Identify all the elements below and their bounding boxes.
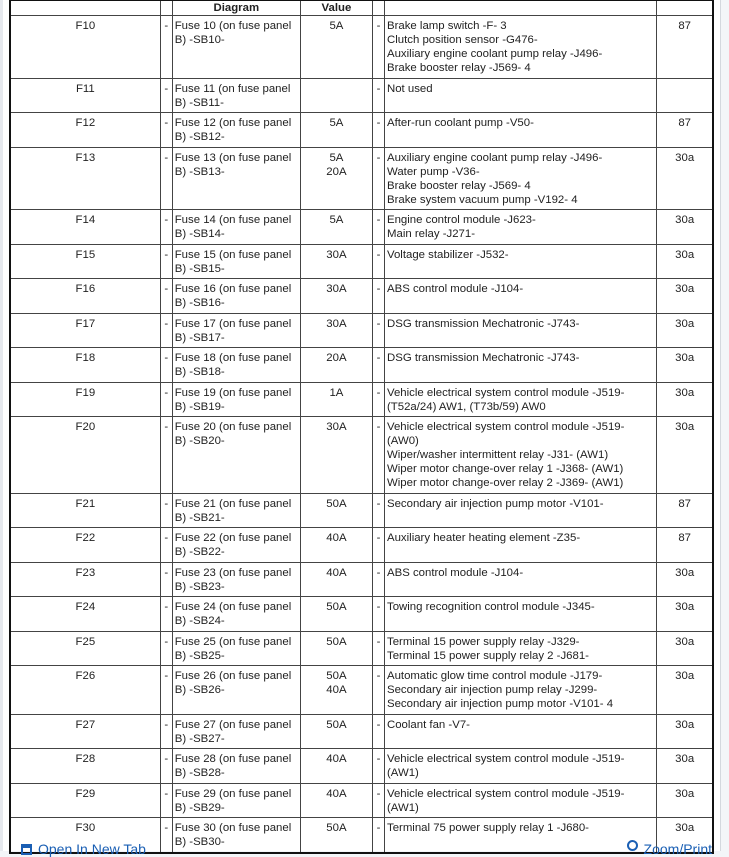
components-cell-line: Engine control module -J623- <box>387 214 536 226</box>
fuse-number-cell: F13 <box>10 147 160 210</box>
dash-cell: - <box>160 597 172 632</box>
components-cell-line: Towing recognition control module -J345- <box>387 601 595 613</box>
components-cell <box>385 279 657 314</box>
fuse-number-cell: F27 <box>10 714 160 749</box>
components-cell <box>385 714 657 749</box>
dash-cell: - <box>160 16 172 79</box>
diagram-cell <box>172 783 300 818</box>
components-cell-line: Clutch position sensor -G476- <box>387 34 538 46</box>
value-cell <box>300 714 372 749</box>
dash-cell: - <box>160 279 172 314</box>
diagram-cell-line: Fuse 29 (on fuse panel <box>174 787 292 800</box>
dash-cell: - <box>160 348 172 383</box>
components-cell-line: DSG transmission Mechatronic -J743- <box>387 352 580 364</box>
diagram-cell-line: B) -SB24- <box>174 615 225 627</box>
dash-cell: - <box>160 78 172 113</box>
value-cell <box>300 631 372 666</box>
terminal-cell: 30a <box>657 666 713 715</box>
fuse-number-cell: F12 <box>10 113 160 148</box>
diagram-cell-line: Fuse 19 (on fuse panel <box>174 386 292 399</box>
components-cell-line: Vehicle electrical system control module -J519- <box>387 787 625 800</box>
components-cell-line: (AW0) <box>387 435 419 447</box>
components-cell <box>385 631 657 666</box>
table-row <box>10 783 713 818</box>
dash-cell: - <box>372 313 384 348</box>
table-row <box>10 313 713 348</box>
dash-cell: - <box>372 783 384 818</box>
open-in-new-tab-link[interactable] <box>21 841 146 857</box>
components-cell <box>385 783 657 818</box>
components-cell <box>385 382 657 417</box>
dash-cell: - <box>160 244 172 279</box>
value-cell-line: 20A <box>326 352 347 364</box>
components-cell <box>385 210 657 245</box>
value-cell-line: 5A <box>329 151 344 164</box>
terminal-cell: 30a <box>657 244 713 279</box>
open-in-new-tab-label: Open In New Tab <box>38 841 146 857</box>
value-cell-line: 40A <box>326 566 347 579</box>
diagram-cell-line: Fuse 11 (on fuse panel <box>174 82 291 95</box>
value-cell-line: 40A <box>326 684 347 696</box>
diagram-cell <box>172 631 300 666</box>
components-cell-line: Voltage stabilizer -J532- <box>387 248 509 261</box>
header-cell <box>385 0 657 16</box>
zoom-in-icon <box>627 840 638 851</box>
diagram-cell <box>172 714 300 749</box>
table-row <box>10 493 713 528</box>
diagram-cell-line: B) -SB11- <box>174 96 224 109</box>
components-cell-line: Main relay -J271- <box>387 228 475 240</box>
terminal-cell: 30a <box>657 714 713 749</box>
diagram-cell-line: Fuse 27 (on fuse panel <box>174 718 292 731</box>
value-cell-line: 40A <box>326 753 347 765</box>
terminal-cell: 30a <box>657 783 713 818</box>
components-cell <box>385 78 657 113</box>
table-row <box>10 78 713 113</box>
components-cell-line: Brake booster relay -J569- 4 <box>387 179 531 192</box>
diagram-cell <box>172 16 300 79</box>
terminal-cell <box>657 78 713 113</box>
terminal-cell: 30a <box>657 279 713 314</box>
diagram-cell-line: B) -SB27- <box>174 732 225 745</box>
window-icon <box>21 844 32 855</box>
fuse-number-cell: F18 <box>10 348 160 383</box>
terminal-cell: 87 <box>657 113 713 148</box>
fuse-number-cell: F14 <box>10 210 160 245</box>
terminal-cell: 30a <box>657 818 713 853</box>
value-cell <box>300 562 372 597</box>
components-cell-line: Secondary air injection pump motor -V101- <box>387 497 604 510</box>
zoom-print-label: Zoom/Print <box>643 841 712 857</box>
diagram-cell-line: B) -SB14- <box>174 228 225 240</box>
value-cell <box>300 147 372 210</box>
diagram-cell <box>172 113 300 148</box>
value-cell <box>300 493 372 528</box>
diagram-cell-line: B) -SB18- <box>174 366 225 378</box>
diagram-cell-line: B) -SB10- <box>174 34 225 46</box>
diagram-cell <box>172 417 300 494</box>
terminal-cell: 30a <box>657 417 713 494</box>
fuse-number-cell: F30 <box>10 818 160 853</box>
diagram-cell <box>172 348 300 383</box>
diagram-cell-line: B) -SB28- <box>174 767 225 779</box>
components-cell-line: Vehicle electrical system control module -J519- <box>387 753 625 765</box>
fuse-number-cell: F29 <box>10 783 160 818</box>
components-cell-line: Terminal 15 power supply relay -J329- <box>387 635 580 648</box>
components-cell <box>385 562 657 597</box>
fuse-number-cell: F11 <box>10 78 160 113</box>
header-cell-value: Value <box>300 0 372 16</box>
diagram-cell-line: Fuse 22 (on fuse panel <box>174 532 292 544</box>
diagram-cell-line: Fuse 30 (on fuse panel <box>174 822 292 834</box>
components-cell-line: Auxiliary engine coolant pump relay -J496- <box>387 48 603 60</box>
terminal-cell: 87 <box>657 16 713 79</box>
dash-cell: - <box>372 597 384 632</box>
terminal-cell: 30a <box>657 313 713 348</box>
dash-cell: - <box>160 493 172 528</box>
header-cell <box>10 0 160 16</box>
fuse-number-cell: F20 <box>10 417 160 494</box>
header-cell-diagram: Diagram <box>172 0 300 16</box>
value-cell-line: 50A <box>326 601 347 613</box>
diagram-cell-line: B) -SB25- <box>174 649 225 662</box>
diagram-cell-line: B) -SB30- <box>174 836 225 848</box>
components-cell-line: Auxiliary engine coolant pump relay -J496- <box>387 151 603 164</box>
diagram-cell <box>172 382 300 417</box>
terminal-cell: 87 <box>657 493 713 528</box>
value-cell-line: 50A <box>326 497 347 510</box>
terminal-cell: 30a <box>657 382 713 417</box>
table-row <box>10 279 713 314</box>
components-cell-line: (AW1) <box>387 767 419 779</box>
dash-cell: - <box>372 78 384 113</box>
table-row <box>10 210 713 245</box>
value-cell <box>300 597 372 632</box>
dash-cell: - <box>160 562 172 597</box>
components-cell-line: Wiper motor change-over relay 1 -J368- (AW1) <box>387 463 624 475</box>
fuse-table <box>9 0 714 854</box>
table-row <box>10 147 713 210</box>
diagram-cell-line: Fuse 23 (on fuse panel <box>174 566 292 579</box>
table-row <box>10 597 713 632</box>
value-cell <box>300 417 372 494</box>
components-cell <box>385 113 657 148</box>
dash-cell: - <box>372 279 384 314</box>
components-cell-line: Vehicle electrical system control module -J519- <box>387 386 625 399</box>
components-cell <box>385 666 657 715</box>
dash-cell: - <box>372 818 384 853</box>
value-cell <box>300 113 372 148</box>
header-cell <box>372 0 384 16</box>
diagram-cell-line: B) -SB12- <box>174 131 225 143</box>
components-cell <box>385 749 657 784</box>
value-cell <box>300 16 372 79</box>
components-cell-line: Secondary air injection pump motor -V101- 4 <box>387 698 614 710</box>
diagram-cell-line: Fuse 20 (on fuse panel <box>174 421 292 433</box>
diagram-cell-line: Fuse 18 (on fuse panel <box>174 352 292 364</box>
fuse-number-cell: F25 <box>10 631 160 666</box>
header-cell <box>657 0 713 16</box>
value-cell-line: 30A <box>326 283 347 295</box>
dash-cell: - <box>372 147 384 210</box>
value-cell <box>300 244 372 279</box>
diagram-cell <box>172 528 300 563</box>
diagram-cell-line: B) -SB15- <box>174 262 225 275</box>
value-cell-line: 30A <box>326 421 347 433</box>
table-row <box>10 562 713 597</box>
zoom-print-link[interactable] <box>627 841 712 857</box>
fuse-number-cell: F21 <box>10 493 160 528</box>
value-cell <box>300 528 372 563</box>
fuse-number-cell: F23 <box>10 562 160 597</box>
fuse-number-cell: F19 <box>10 382 160 417</box>
value-cell <box>300 382 372 417</box>
value-cell <box>300 279 372 314</box>
components-cell-line: Terminal 15 power supply relay 2 -J681- <box>387 649 589 662</box>
components-cell <box>385 493 657 528</box>
components-cell-line: DSG transmission Mechatronic -J743- <box>387 317 580 330</box>
diagram-cell <box>172 78 300 113</box>
value-cell <box>300 749 372 784</box>
diagram-cell-line: B) -SB16- <box>174 297 225 309</box>
dash-cell: - <box>372 666 384 715</box>
diagram-cell-line: Fuse 13 (on fuse panel <box>174 151 292 164</box>
diagram-cell <box>172 147 300 210</box>
diagram-cell-line: Fuse 15 (on fuse panel <box>174 248 292 261</box>
components-cell-line: ABS control module -J104- <box>387 283 524 295</box>
table-row <box>10 348 713 383</box>
terminal-cell: 87 <box>657 528 713 563</box>
terminal-cell: 30a <box>657 562 713 597</box>
dash-cell: - <box>160 313 172 348</box>
components-cell-line: Brake lamp switch -F- 3 <box>387 20 507 32</box>
value-cell-line: 50A <box>326 670 347 682</box>
fuse-number-cell: F28 <box>10 749 160 784</box>
diagram-cell <box>172 749 300 784</box>
table-row <box>10 244 713 279</box>
dash-cell: - <box>160 417 172 494</box>
value-cell-line: 30A <box>326 248 347 261</box>
diagram-cell-line: B) -SB22- <box>174 546 225 558</box>
components-cell-line: After-run coolant pump -V50- <box>387 117 534 129</box>
dash-cell: - <box>372 528 384 563</box>
components-cell-line: ABS control module -J104- <box>387 566 524 579</box>
components-cell-line: Automatic glow time control module -J179- <box>387 670 603 682</box>
dash-cell: - <box>160 714 172 749</box>
value-cell-line: 1A <box>329 386 344 399</box>
dash-cell: - <box>160 818 172 853</box>
components-cell-line: (T52a/24) AW1, (T73b/59) AW0 <box>387 400 546 413</box>
table-row <box>10 631 713 666</box>
diagram-cell-line: B) -SB13- <box>174 165 225 178</box>
table-row <box>10 749 713 784</box>
diagram-cell <box>172 279 300 314</box>
diagram-cell-line: Fuse 28 (on fuse panel <box>174 753 292 765</box>
components-cell-line: Vehicle electrical system control module -J519- <box>387 421 625 433</box>
dash-cell: - <box>160 528 172 563</box>
fuse-number-cell: F17 <box>10 313 160 348</box>
table-row <box>10 417 713 494</box>
components-cell <box>385 528 657 563</box>
diagram-cell-line: B) -SB23- <box>174 580 225 593</box>
diagram-cell-line: Fuse 14 (on fuse panel <box>174 214 292 226</box>
fuse-number-cell: F24 <box>10 597 160 632</box>
components-cell <box>385 597 657 632</box>
dash-cell: - <box>372 493 384 528</box>
terminal-cell: 30a <box>657 749 713 784</box>
dash-cell: - <box>160 783 172 818</box>
diagram-cell-line: B) -SB29- <box>174 801 225 814</box>
components-cell-line: Brake system vacuum pump -V192- 4 <box>387 193 578 206</box>
components-cell <box>385 16 657 79</box>
value-cell-line: 5A <box>329 20 344 32</box>
value-cell-line: 50A <box>326 718 347 731</box>
components-cell <box>385 244 657 279</box>
components-cell-line: Coolant fan -V7- <box>387 718 470 731</box>
table-row <box>10 528 713 563</box>
value-cell-line: 50A <box>326 635 347 648</box>
diagram-cell-line: Fuse 26 (on fuse panel <box>174 670 292 682</box>
terminal-cell: 30a <box>657 147 713 210</box>
dash-cell: - <box>160 210 172 245</box>
fuse-number-cell: F15 <box>10 244 160 279</box>
fuse-number-cell: F10 <box>10 16 160 79</box>
value-cell <box>300 313 372 348</box>
dash-cell: - <box>372 417 384 494</box>
header-cell <box>160 0 172 16</box>
components-cell-line: Wiper motor change-over relay 2 -J369- (AW1) <box>387 477 624 489</box>
terminal-cell: 30a <box>657 597 713 632</box>
diagram-cell-line: Fuse 12 (on fuse panel <box>174 117 292 129</box>
components-cell-line: Auxiliary heater heating element -Z35- <box>387 532 581 544</box>
dash-cell: - <box>372 749 384 784</box>
diagram-cell <box>172 210 300 245</box>
table-row <box>10 666 713 715</box>
dash-cell: - <box>372 631 384 666</box>
dash-cell: - <box>372 382 384 417</box>
diagram-cell-line: Fuse 25 (on fuse panel <box>174 635 292 648</box>
diagram-cell-line: Fuse 24 (on fuse panel <box>174 601 292 613</box>
components-cell <box>385 417 657 494</box>
diagram-cell <box>172 244 300 279</box>
terminal-cell: 30a <box>657 631 713 666</box>
diagram-cell-line: Fuse 17 (on fuse panel <box>174 317 292 330</box>
components-cell-line: Secondary air injection pump relay -J299- <box>387 684 598 696</box>
fuse-number-cell: F22 <box>10 528 160 563</box>
components-cell-line: Not used <box>387 82 433 95</box>
dash-cell: - <box>372 562 384 597</box>
value-cell <box>300 348 372 383</box>
diagram-cell-line: Fuse 21 (on fuse panel <box>174 497 292 510</box>
diagram-cell-line: B) -SB26- <box>174 684 225 696</box>
dash-cell: - <box>160 147 172 210</box>
terminal-cell: 30a <box>657 348 713 383</box>
components-cell <box>385 147 657 210</box>
table-row <box>10 382 713 417</box>
dash-cell: - <box>160 113 172 148</box>
value-cell <box>300 78 372 113</box>
dash-cell: - <box>372 714 384 749</box>
header-row <box>10 0 713 16</box>
terminal-cell: 30a <box>657 210 713 245</box>
fuse-number-cell: F16 <box>10 279 160 314</box>
dash-cell: - <box>160 382 172 417</box>
value-cell-line: 40A <box>326 532 347 544</box>
dash-cell: - <box>372 244 384 279</box>
components-cell-line: Brake booster relay -J569- 4 <box>387 62 531 74</box>
value-cell <box>300 783 372 818</box>
components-cell-line: Wiper/washer intermittent relay -J31- (AW1) <box>387 449 609 461</box>
value-cell-line: 50A <box>326 822 347 834</box>
dash-cell: - <box>372 113 384 148</box>
table-row <box>10 16 713 79</box>
value-cell <box>300 666 372 715</box>
components-cell <box>385 348 657 383</box>
dash-cell: - <box>372 348 384 383</box>
diagram-cell <box>172 313 300 348</box>
diagram-cell-line: B) -SB17- <box>174 331 225 344</box>
diagram-cell-line: Fuse 10 (on fuse panel <box>174 20 292 32</box>
table-row <box>10 113 713 148</box>
diagram-cell <box>172 597 300 632</box>
diagram-cell-line: B) -SB20- <box>174 435 225 447</box>
diagram-cell-line: Fuse 16 (on fuse panel <box>174 283 292 295</box>
components-cell-line: Terminal 75 power supply relay 1 -J680- <box>387 822 589 834</box>
components-cell <box>385 313 657 348</box>
value-cell-line: 40A <box>326 787 347 800</box>
diagram-cell <box>172 666 300 715</box>
table-row <box>10 714 713 749</box>
components-cell-line: (AW1) <box>387 801 419 814</box>
footer-bar <box>9 834 714 857</box>
dash-cell: - <box>160 631 172 666</box>
value-cell-line: 20A <box>326 165 347 178</box>
value-cell-line: 5A <box>329 117 344 129</box>
left-edge <box>0 0 3 851</box>
diagram-cell-line: B) -SB21- <box>174 511 225 524</box>
components-cell-line: Water pump -V36- <box>387 165 480 178</box>
value-cell-line: 30A <box>326 317 347 330</box>
value-cell <box>300 210 372 245</box>
fuse-number-cell: F26 <box>10 666 160 715</box>
dash-cell: - <box>372 16 384 79</box>
diagram-cell-line: B) -SB19- <box>174 400 225 413</box>
dash-cell: - <box>372 210 384 245</box>
diagram-cell <box>172 493 300 528</box>
dash-cell: - <box>160 749 172 784</box>
value-cell-line: 5A <box>329 214 344 226</box>
dash-cell: - <box>160 666 172 715</box>
diagram-cell <box>172 562 300 597</box>
